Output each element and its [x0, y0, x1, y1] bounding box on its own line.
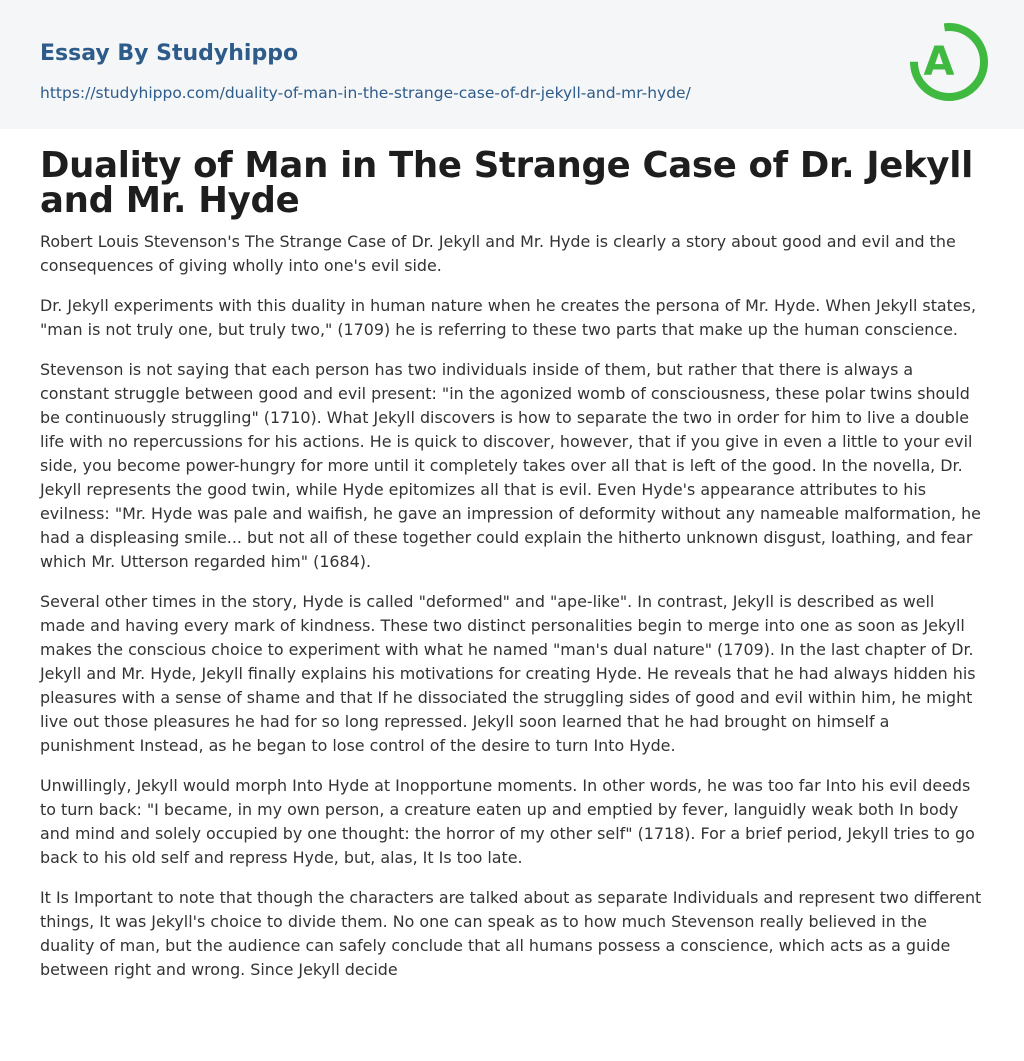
essay-paragraph: Several other times in the story, Hyde is called "deformed" and "ape-like". In contrast, Jekyll is described as well made and having every mark of kindness. These two distinct personalities begin to merge into one as soon as Jekyll makes the conscious choice to experiment with what he named "man's dual nature" (1709). In the last chapter of Dr. Jekyll and Mr. Hyde, Jekyll finally explains his motivations for creating Hyde. He reveals that he had always hidden his pleasures with a sense of shame and that If he dissociated the struggling sides of good and evil within him, he might live out those pleasures he had for so long repressed. Jekyll soon learned that he had brought on himself a punishment Instead, as he began to lose control of the desire to turn Into Hyde. [40, 592, 976, 755]
site-header [0, 0, 1024, 129]
essay-paragraph: Unwillingly, Jekyll would morph Into Hyde at Inopportune moments. In other words, he was too far Into his evil deeds to turn back: "I became, in my own person, a creature eaten up and emptied by fever, languidly weak both In body and mind and solely occupied by one thought: the horror of my other self" (1718). For a brief period, Jekyll tries to go back to his old self and repress Hyde, but, alas, It Is too late. [40, 776, 975, 867]
essay-paragraph: It Is Important to note that though the characters are talked about as separate Individuals and represent two different things, It was Jekyll's choice to divide them. No one can speak as to how much Stevenson really believed in the duality of man, but the audience can safely conclude that all humans possess a conscience, which acts as a guide between right and wrong. Since Jekyll decide [40, 888, 982, 979]
studyhippo-logo-icon[interactable] [910, 18, 988, 106]
essay-paragraph: Stevenson is not saying that each person has two individuals inside of them, but rather that there is always a constant struggle between good and evil present: "in the agonized womb of consciousness, these polar twins should be continuously struggling" (1710). What Jekyll discovers is how to separate the two in order for him to live a double life with no repercussions for his actions. He is quick to discover, however, that if you give in even a little to your evil side, you become power-hungry for more until it completely takes over all that is left of the good. In the novella, Dr. Jekyll represents the good twin, while Hyde epitomizes all that is evil. Even Hyde's appearance attributes to his evilness: "Mr. Hyde was pale and waifish, he gave an impression of deformity without any nameable malformation, he had a displeasing smile... but not all of these together could explain the hitherto unknown disgust, loathing, and fear which Mr. Utterson regarded him" (1684). [40, 360, 981, 571]
essay-paragraph: Robert Louis Stevenson's The Strange Case of Dr. Jekyll and Mr. Hyde is clearly a story about good and evil and the consequences of giving wholly into one's evil side. [40, 232, 956, 275]
essay-body [40, 230, 984, 982]
essay-title: Duality of Man in The Strange Case of Dr. Jekyll and Mr. Hyde [40, 145, 973, 221]
logo-letter: A [923, 39, 955, 85]
essay-paragraph: Dr. Jekyll experiments with this duality in human nature when he creates the persona of Mr. Hyde. When Jekyll states, "man is not truly one, but truly two," (1709) he is referring to these two parts that make up the human conscience. [40, 296, 977, 339]
essay-content [0, 145, 1024, 982]
source-url-link[interactable]: https://studyhippo.com/duality-of-man-in-the-strange-case-of-dr-jekyll-and-mr-hyde/ [40, 84, 691, 102]
brand-title: Essay By Studyhippo [40, 41, 299, 66]
